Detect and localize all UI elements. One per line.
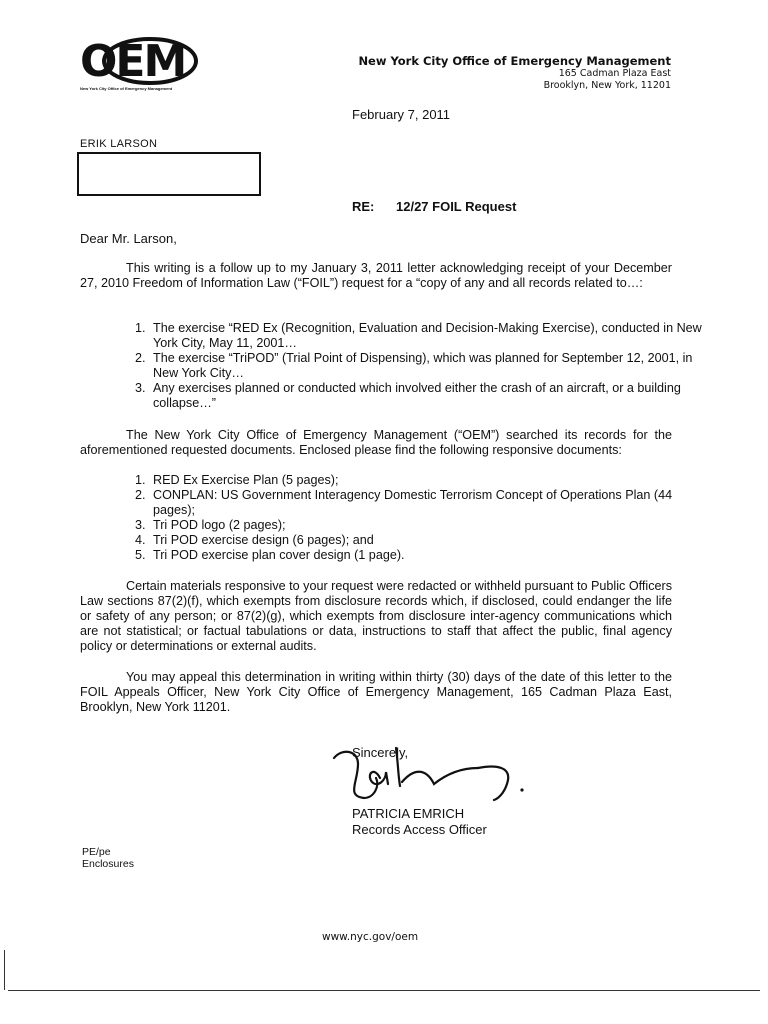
signer-title: Records Access Officer — [352, 822, 487, 837]
list-item: 1. The exercise “RED Ex (Recognition, Evaluation and Decision-Making Exercise), conducted in New York City, May 11, 2001… — [149, 321, 704, 351]
reference-initials — [82, 846, 134, 870]
list-item: 1. RED Ex Exercise Plan (5 pages); — [149, 473, 704, 488]
closing: Sincerely, — [352, 745, 409, 760]
paragraph-2: The New York City Office of Emergency Management (“OEM”) searched its records for the aforementioned requested documents. Enclosed please find the following responsive documents: — [80, 428, 672, 457]
paragraph-1: This writing is a follow up to my January 3, 2011 letter acknowledging receipt of your December 27, 2010 Freedom of Information Law (“FOIL”) request for a “copy of any and all records related to…: — [80, 261, 672, 290]
request-items-list — [117, 321, 704, 411]
list-item: 3. Tri POD logo (2 pages); — [149, 518, 704, 533]
scan-edge-mark — [4, 950, 5, 990]
signer-block — [352, 806, 487, 838]
footer-url: www.nyc.gov/oem — [322, 931, 419, 943]
logo-text: OEM — [80, 36, 186, 87]
paragraph-3: Certain materials responsive to your request were redacted or withheld pursuant to Public Officers Law sections 87(2)(f), which exempts from disclosure records which, if disclosed, could endanger the life or safety of any person; or 87(2)(g), which exempts from disclosure inter-agency communications which are not statistical; or factual tabulations or data, instructions to staff that affect the public, final agency policy or determinations or external audits. — [80, 579, 672, 653]
list-item: 4. Tri POD exercise design (6 pages); and — [149, 533, 704, 548]
salutation: Dear Mr. Larson, — [80, 231, 177, 246]
recipient-name: ERIK LARSON — [80, 138, 158, 150]
organization-name: New York City Office of Emergency Management — [358, 54, 671, 68]
redacted-address-box — [77, 152, 261, 196]
initials: PE/pe — [82, 846, 111, 858]
re-subject: 12/27 FOIL Request — [396, 199, 517, 214]
documents-list — [117, 473, 704, 563]
enclosures-note: Enclosures — [82, 858, 134, 870]
scan-bottom-line — [8, 990, 760, 991]
handwritten-signature — [328, 738, 528, 802]
oem-logo — [80, 34, 198, 96]
logo-subtext: New York City Office of Emergency Management — [80, 86, 173, 91]
list-item: 2. The exercise “TriPOD” (Trial Point of Dispensing), which was planned for September 12, 2001, in New York City… — [149, 351, 704, 381]
signer-name: PATRICIA EMRICH — [352, 806, 465, 821]
letterhead — [358, 54, 671, 92]
list-item: 2. CONPLAN: US Government Interagency Domestic Terrorism Concept of Operations Plan (44 pages); — [149, 488, 704, 518]
letter-date: February 7, 2011 — [352, 107, 451, 122]
address-line-2: Brooklyn, New York, 11201 — [543, 80, 671, 91]
subject-line — [352, 199, 516, 214]
list-item: 3. Any exercises planned or conducted which involved either the crash of an aircraft, or a building collapse…” — [149, 381, 704, 411]
re-label: RE: — [352, 199, 375, 214]
address-line-1: 165 Cadman Plaza East — [558, 68, 671, 79]
list-item: 5. Tri POD exercise plan cover design (1 page). — [149, 548, 704, 563]
paragraph-4: You may appeal this determination in writing within thirty (30) days of the date of this letter to the FOIL Appeals Officer, New York City Office of Emergency Management, 165 Cadman Plaza East, Brooklyn, New York 11201. — [80, 670, 672, 714]
